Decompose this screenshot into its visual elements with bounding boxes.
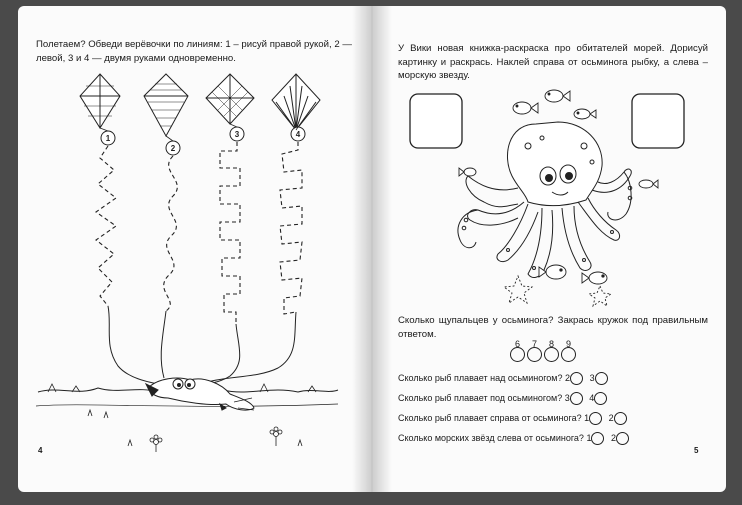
answer-circle-8[interactable] xyxy=(544,347,559,362)
kite-number-2: 2 xyxy=(170,144,176,153)
question-4-circle-a[interactable] xyxy=(591,432,604,445)
sticker-box-right xyxy=(632,94,684,148)
question-3-text: Сколько рыб плавает справа от осьминога? xyxy=(398,412,582,423)
right-instruction: У Вики новая книжка-раскраска про обитателей морей. Дорисуй картинку и раскрась. Наклей справа от осьминога рыбку, а слева – морскую звезду. xyxy=(398,43,708,81)
question-row-4 xyxy=(398,432,629,445)
question-2-circle-b[interactable] xyxy=(594,392,607,405)
fish-right-icon xyxy=(639,180,658,188)
question-1-circle-b[interactable] xyxy=(595,372,608,385)
question-1-text: Сколько рыб плавает над осьминогом? xyxy=(398,372,563,383)
question-4-circle-b[interactable] xyxy=(616,432,629,445)
question-4-option-a: 1 xyxy=(586,432,592,443)
question-3-option-a: 1 xyxy=(584,412,590,423)
left-page-number: 4 xyxy=(38,446,43,455)
question-1-circle-a[interactable] xyxy=(570,372,583,385)
answer-number-7: 7 xyxy=(531,339,537,349)
tentacles-question: Сколько щупальцев у осьминога? Закрась кружок под правильным ответом. xyxy=(398,315,708,340)
question-1-option-a: 2 xyxy=(565,372,571,383)
answer-circle-9[interactable] xyxy=(561,347,576,362)
answer-number-8: 8 xyxy=(548,339,554,349)
question-4-option-b: 2 xyxy=(611,432,617,443)
right-page-number: 5 xyxy=(694,446,699,455)
sticker-box-left xyxy=(410,94,462,148)
answer-circle-7[interactable] xyxy=(527,347,542,362)
fish-left-icon xyxy=(459,168,476,176)
left-instruction: Полетаем? Обведи верёвочки по линиям: 1 – рисуй правой рукой, 2 — левой, 3 и 4 — двумя руками одновременно. xyxy=(36,39,352,64)
kite-number-1: 1 xyxy=(105,134,111,143)
question-2-circle-a[interactable] xyxy=(570,392,583,405)
question-4-text: Сколько морских звёзд слева от осьминога? xyxy=(398,432,584,443)
question-row-1 xyxy=(398,372,608,385)
question-3-circle-a[interactable] xyxy=(589,412,602,425)
question-3-option-b: 2 xyxy=(608,412,614,423)
kite-number-4: 4 xyxy=(295,130,301,139)
question-2-text: Сколько рыб плавает под осьминогом? xyxy=(398,392,563,403)
question-2-option-b: 4 xyxy=(589,392,595,403)
octopus-icon xyxy=(458,122,632,277)
fish-below-icon xyxy=(539,265,607,284)
octopus-illustration xyxy=(8,6,742,505)
kite-number-3: 3 xyxy=(234,130,240,139)
question-3-circle-b[interactable] xyxy=(614,412,627,425)
answer-number-9: 9 xyxy=(565,339,571,349)
question-row-3 xyxy=(398,412,627,425)
question-2-option-a: 3 xyxy=(564,392,570,403)
book-spread xyxy=(8,6,734,492)
answer-circle-6[interactable] xyxy=(510,347,525,362)
answer-circles xyxy=(510,347,576,362)
question-row-2 xyxy=(398,392,607,405)
answer-number-6: 6 xyxy=(514,339,520,349)
fish-icon xyxy=(513,90,596,119)
question-1-option-b: 3 xyxy=(589,372,595,383)
